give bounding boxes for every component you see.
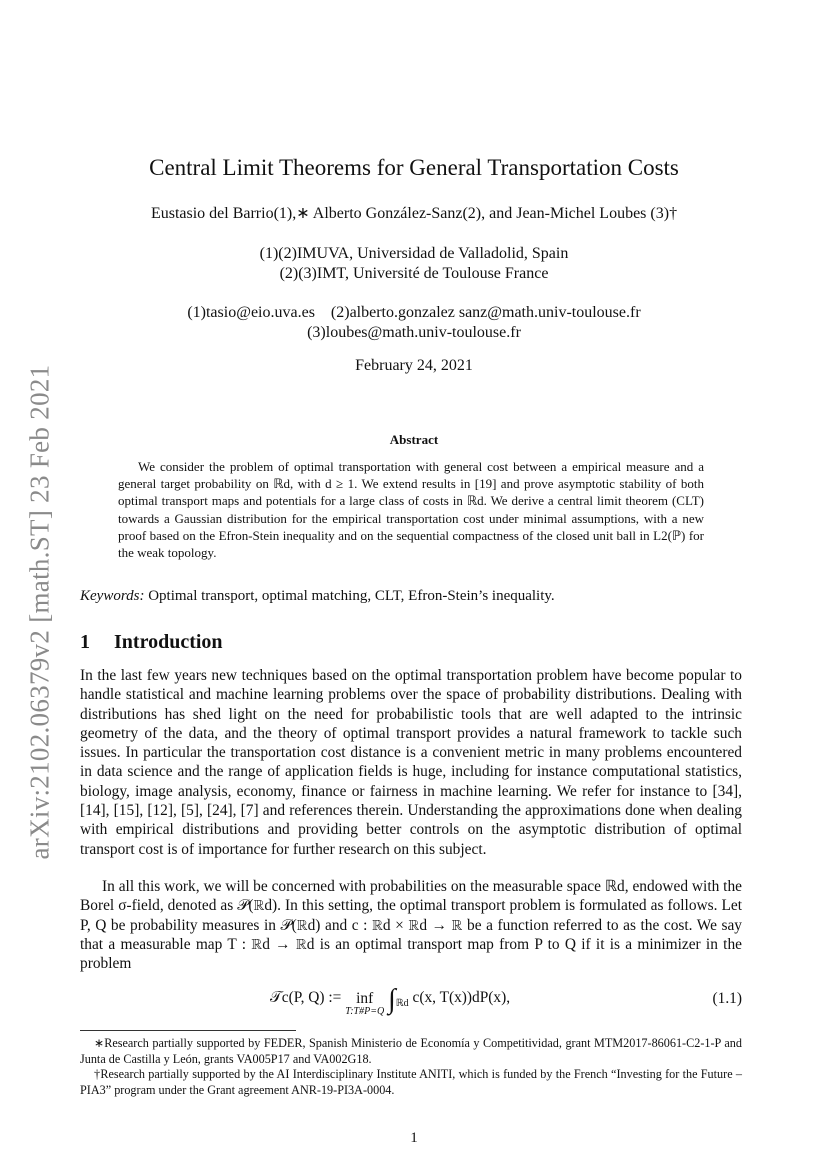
intro-paragraph-2: In all this work, we will be concerned with probabilities on the measurable space ℝd, endowed with the Borel σ-field, denoted as 𝒫(ℝd). In this setting, the optimal transport problem is formulated as follows. Let P, Q be probability measures in 𝒫(ℝd) and c : ℝd × ℝd → ℝ be a function referred to as the cost. We say that a measurable map T : ℝd → ℝd is an optimal transport map from P to Q if it is a minimizer in the problem: [80, 878, 742, 973]
intro-paragraph-1: In the last few years new techniques based on the optimal transportation problem have become popular to handle statistical and machine learning problems over the space of probability distributions. Dealing with distributions has shed light on the need for probabilistic tools that are well adapted to the intrinsic geometry of the data, and the theory of optimal transport provides a natural framework to tackle such issues. In particular the transportation cost distance is a convenient metric in many problems encountered in data science and the range of application fields is huge, including for instance computational statistics, biology, image analysis, economy, finance or fairness in machine learning. We refer for instance to [34], [14], [15], [12], [5], [24], [7] and references therein. Understanding the approximations done when dealing with empirical distributions and providing better controls on the asymptotic distribution of optimal transport cost is of importance for further research on this subject.: [80, 667, 742, 858]
keywords-label: Keywords:: [80, 588, 145, 604]
section-number: 1: [80, 631, 90, 653]
integral-subscript: ℝd: [395, 998, 409, 1010]
paper-title: Central Limit Theorems for General Transportation Costs: [149, 155, 679, 180]
arxiv-id: arXiv:2102.06379v2 [math.ST] 23 Feb 2021: [24, 364, 55, 860]
equation-lhs: 𝒯c(P, Q) :=: [270, 989, 342, 1006]
publication-date: February 24, 2021: [355, 357, 473, 374]
page-number: 1: [410, 1130, 418, 1146]
keywords-line: [80, 588, 748, 605]
section-title: Introduction: [114, 631, 223, 653]
email-line-1: (1)tasio@eio.uva.es (2)alberto.gonzalez sanz@math.univ-toulouse.fr: [187, 304, 641, 321]
abstract-text: We consider the problem of optimal transportation with general cost between a empirical measure and a general target probability on ℝd, with d ≥ 1. We extend results in [19] and prove asymptotic stability of both optimal transport maps and potentials for a large class of costs in ℝd. We derive a central limit theorem (CLT) towards a Gaussian distribution for the empirical transportation cost under minimal assumptions, with a new proof based on the Efron-Stein inequality and on the sequential compactness of the closed unit ball in L2(ℙ) for the weak topology.: [118, 459, 704, 561]
arxiv-sidebar-stamp: [20, 352, 60, 872]
inf-operator: inf: [356, 990, 374, 1007]
inf-subscript: T:T#P=Q: [345, 1006, 385, 1017]
affiliation-2: (2)(3)IMT, Université de Toulouse France: [279, 265, 549, 282]
footnote-1: ∗Research partially supported by FEDER, Spanish Ministerio de Economía y Competitividad, grant MTM2017-86061-C2-1-P and Junta de Castilla y León, grants VA005P17 and VA002G18.: [80, 1036, 742, 1066]
integral-sign: ∫: [388, 984, 396, 1015]
keywords-text: Optimal transport, optimal matching, CLT, Efron-Stein’s inequality.: [148, 588, 555, 604]
equation-inf: [345, 990, 384, 1017]
equation-label: (1.1): [712, 990, 742, 1007]
section-heading: [80, 631, 223, 654]
abstract-heading: Abstract: [389, 432, 439, 447]
email-line-2: (3)loubes@math.univ-toulouse.fr: [307, 324, 521, 341]
footnote-rule: [80, 1030, 296, 1031]
footnote-2: †Research partially supported by the AI Interdisciplinary Institute ANITI, which is funded by the French “Investing for the Future – PIA3” program under the Grant agreement ANR-19-PI3A-0004.: [80, 1067, 742, 1097]
affiliation-1: (1)(2)IMUVA, Universidad de Valladolid, Spain: [259, 245, 569, 262]
equation-integrand: c(x, T(x))dP(x),: [412, 989, 511, 1006]
equation-body: [270, 984, 510, 1016]
author-list: Eustasio del Barrio(1),∗ Alberto González-Sanz(2), and Jean-Michel Loubes (3)†: [150, 205, 678, 222]
